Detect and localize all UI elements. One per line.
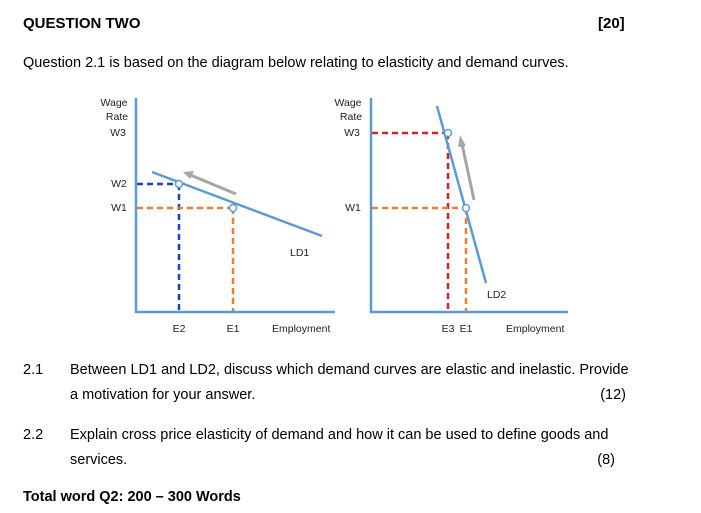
right-e1-label: E1 [459, 323, 473, 335]
right-ylabel-2: Rate [339, 111, 363, 123]
right-w3-label: W3 [344, 127, 360, 139]
right-w1-label: W1 [345, 202, 361, 214]
question-number: 2.1 [23, 362, 44, 378]
total-marks: [20] [598, 15, 625, 32]
left-w2-label: W2 [111, 178, 127, 190]
ld1-label: LD1 [290, 247, 310, 259]
right-xlabel: Employment [506, 323, 565, 335]
left-e1-label: E1 [226, 323, 240, 335]
left-xlabel: Employment [272, 323, 331, 335]
point-w1-right [463, 205, 470, 212]
left-w1-label: W1 [111, 202, 127, 214]
question-marks: (8) [597, 452, 615, 468]
right-chart [334, 97, 568, 335]
left-chart [100, 97, 335, 335]
ld2-label: LD2 [487, 289, 507, 301]
left-e2-label: E2 [172, 323, 186, 335]
right-arrow-head [458, 135, 466, 147]
point-w1 [230, 205, 237, 212]
left-shift-arrow [188, 174, 236, 194]
left-w3-label: W3 [110, 127, 126, 139]
question-text: Explain cross price elasticity of demand and how it can be used to define goods and [70, 427, 609, 443]
question-text-cont: a motivation for your answer. [70, 387, 256, 403]
question-text-cont: services. [70, 452, 128, 468]
question-number: 2.2 [23, 427, 44, 443]
question-title: QUESTION TWO [23, 15, 141, 32]
question-text: Between LD1 and LD2, discuss which demand curves are elastic and inelastic. Provide [70, 362, 629, 378]
right-shift-arrow [462, 144, 474, 200]
question-marks: (12) [600, 387, 626, 403]
left-ylabel-1: Wage [100, 97, 128, 109]
intro-text: Question 2.1 is based on the diagram below relating to elasticity and demand curves. [23, 55, 569, 71]
right-ylabel-1: Wage [334, 97, 362, 109]
right-e3-label: E3 [441, 323, 455, 335]
left-ylabel-2: Rate [105, 111, 129, 123]
word-count-note: Total word Q2: 200 – 300 Words [23, 489, 241, 505]
point-w3 [445, 130, 452, 137]
point-w2 [176, 181, 183, 188]
